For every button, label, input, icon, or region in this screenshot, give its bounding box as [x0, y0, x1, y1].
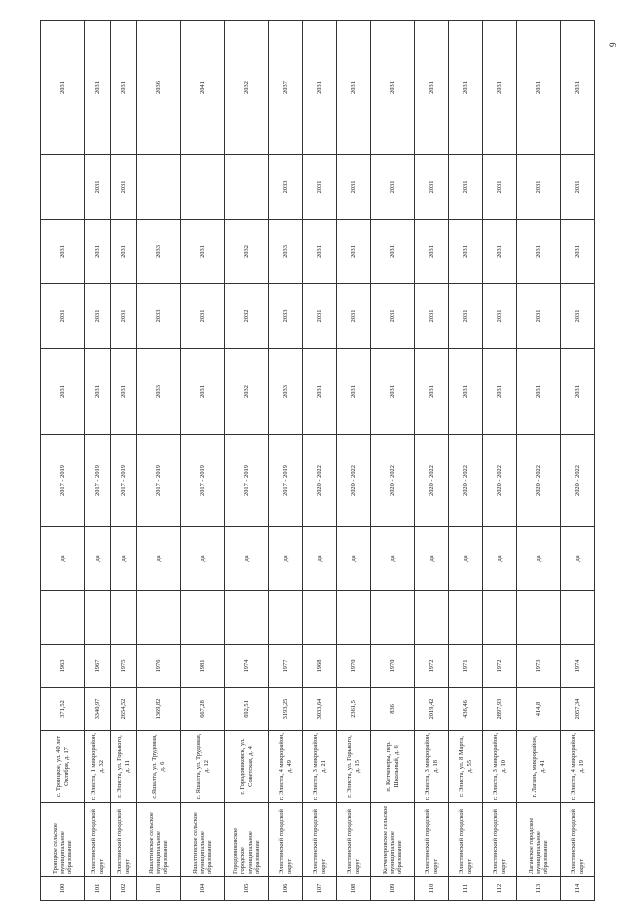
- cell-address: г. Элиста, 1 микрорайон, д. 32: [85, 731, 111, 803]
- cell-year-4: 2031: [111, 155, 137, 220]
- table-row: [111, 21, 137, 901]
- cell-year: 1968: [303, 645, 337, 688]
- cell-area: 692,51: [225, 688, 269, 731]
- table-row: [181, 21, 225, 901]
- cell-period: 2017 - 2019: [85, 435, 111, 527]
- cell-area: 414,8: [517, 688, 561, 731]
- cell-year-2: 2031: [41, 284, 85, 349]
- cell-number: 112: [483, 877, 517, 901]
- cell-year: 1972: [415, 645, 449, 688]
- cell-year-2: 2031: [483, 284, 517, 349]
- cell-flag: да: [225, 527, 269, 591]
- cell-year: 1967: [85, 645, 111, 688]
- cell-empty: [111, 591, 137, 645]
- cell-address: г. Элиста, ул. Горького, д. 15: [337, 731, 371, 803]
- cell-municipality: Элистинский городской округ: [269, 803, 303, 877]
- cell-year-1: 2031: [41, 349, 85, 435]
- cell-area: 2897,93: [483, 688, 517, 731]
- table-row: [303, 21, 337, 901]
- cell-empty: [303, 591, 337, 645]
- cell-year-2: 2032: [225, 284, 269, 349]
- cell-flag: да: [483, 527, 517, 591]
- cell-empty: [517, 591, 561, 645]
- cell-year-1: 2031: [371, 349, 415, 435]
- cell-year-3: 2031: [517, 220, 561, 284]
- cell-flag: да: [371, 527, 415, 591]
- cell-number: 105: [225, 877, 269, 901]
- cell-empty: [337, 591, 371, 645]
- cell-address: г. Элиста, 3 микрорайон, д. 18: [415, 731, 449, 803]
- cell-year-5: 2031: [111, 21, 137, 155]
- cell-address: г. Элиста, 3 микрорайон, д. 10: [483, 731, 517, 803]
- cell-year-5: 2031: [371, 21, 415, 155]
- cell-year-5: 2031: [561, 21, 595, 155]
- cell-number: 103: [137, 877, 181, 901]
- housing-table: [40, 20, 595, 901]
- cell-year-3: 2031: [303, 220, 337, 284]
- cell-period: 2020 - 2022: [415, 435, 449, 527]
- cell-year: 1972: [483, 645, 517, 688]
- cell-year-4: 2031: [483, 155, 517, 220]
- cell-year-4: 2031: [561, 155, 595, 220]
- cell-empty: [225, 591, 269, 645]
- cell-year-5: 2037: [269, 21, 303, 155]
- table-row: [225, 21, 269, 901]
- cell-period: 2017 - 2019: [111, 435, 137, 527]
- cell-year-5: 2032: [225, 21, 269, 155]
- cell-year-2: 2031: [337, 284, 371, 349]
- cell-year: 1977: [269, 645, 303, 688]
- cell-year-5: 2031: [41, 21, 85, 155]
- cell-area: 3033,64: [303, 688, 337, 731]
- cell-year: 1974: [225, 645, 269, 688]
- cell-address: с. Троицкое, ул. 40 лет Октября, д. 17: [41, 731, 85, 803]
- cell-municipality: Яшалтинское сельское муниципальное образование: [137, 803, 181, 877]
- cell-address: с.Яшалта, ул. Трудовая, д. 6: [137, 731, 181, 803]
- cell-number: 102: [111, 877, 137, 901]
- cell-period: 2020 - 2022: [483, 435, 517, 527]
- cell-number: 113: [517, 877, 561, 901]
- cell-number: 109: [371, 877, 415, 901]
- cell-year-1: 2032: [225, 349, 269, 435]
- cell-year-1: 2031: [483, 349, 517, 435]
- cell-number: 106: [269, 877, 303, 901]
- cell-address: г. Элиста, 3 микрорайон, д. 21: [303, 731, 337, 803]
- cell-flag: да: [337, 527, 371, 591]
- cell-year-5: 2031: [303, 21, 337, 155]
- cell-year-3: 2031: [111, 220, 137, 284]
- cell-municipality: Кетченеровское сельское муниципальное образование: [371, 803, 415, 877]
- table-row: [415, 21, 449, 901]
- cell-period: 2020 - 2022: [371, 435, 415, 527]
- cell-area: 2654,52: [111, 688, 137, 731]
- cell-municipality: Элистинский городской округ: [85, 803, 111, 877]
- cell-area: 2057,34: [561, 688, 595, 731]
- cell-period: 2017 - 2019: [181, 435, 225, 527]
- cell-area: 3340,97: [85, 688, 111, 731]
- cell-number: 104: [181, 877, 225, 901]
- cell-year-3: 2031: [181, 220, 225, 284]
- table-row: [561, 21, 595, 901]
- cell-year-5: 2031: [415, 21, 449, 155]
- cell-year-5: 2031: [483, 21, 517, 155]
- cell-empty: [371, 591, 415, 645]
- cell-year-2: 2031: [449, 284, 483, 349]
- cell-flag: да: [181, 527, 225, 591]
- cell-empty: [561, 591, 595, 645]
- cell-empty: [483, 591, 517, 645]
- cell-number: 100: [41, 877, 85, 901]
- cell-year-4: 2031: [449, 155, 483, 220]
- cell-year-1: 2031: [415, 349, 449, 435]
- cell-address: с. Яшалта, ул. Трудовая, д. 12: [181, 731, 225, 803]
- cell-area: 436,46: [449, 688, 483, 731]
- cell-year-1: 2033: [269, 349, 303, 435]
- table-body: [41, 21, 595, 901]
- cell-flag: да: [449, 527, 483, 591]
- cell-year-3: 2032: [225, 220, 269, 284]
- cell-year-3: 2031: [337, 220, 371, 284]
- cell-year-2: 2031: [561, 284, 595, 349]
- cell-municipality: Элистинский городской округ: [415, 803, 449, 877]
- cell-year-4: 2031: [303, 155, 337, 220]
- cell-address: г. Элиста, ул. 8 Марта, д. 55: [449, 731, 483, 803]
- cell-period: 2020 - 2022: [303, 435, 337, 527]
- cell-flag: да: [415, 527, 449, 591]
- cell-year: 1974: [561, 645, 595, 688]
- cell-year-2: 2031: [85, 284, 111, 349]
- cell-number: 114: [561, 877, 595, 901]
- cell-empty: [449, 591, 483, 645]
- cell-year: 1981: [181, 645, 225, 688]
- cell-year-4: [225, 155, 269, 220]
- cell-area: 836: [371, 688, 415, 731]
- cell-year-2: 2031: [415, 284, 449, 349]
- cell-flag: да: [111, 527, 137, 591]
- cell-year-3: 2031: [415, 220, 449, 284]
- cell-year-1: 2031: [85, 349, 111, 435]
- table-row: [41, 21, 85, 901]
- cell-year-3: 2031: [483, 220, 517, 284]
- cell-year-2: 2033: [137, 284, 181, 349]
- cell-year-4: [137, 155, 181, 220]
- cell-year-4: 2031: [517, 155, 561, 220]
- cell-number: 111: [449, 877, 483, 901]
- cell-period: 2020 - 2022: [561, 435, 595, 527]
- cell-year-3: 2033: [137, 220, 181, 284]
- cell-year-5: 2031: [449, 21, 483, 155]
- cell-number: 107: [303, 877, 337, 901]
- cell-flag: да: [85, 527, 111, 591]
- cell-year-1: 2031: [303, 349, 337, 435]
- cell-empty: [41, 591, 85, 645]
- cell-municipality: Троицкое сельское муниципальное образование: [41, 803, 85, 877]
- cell-address: г. Городовиковск, ул. Советская, д. 4: [225, 731, 269, 803]
- cell-area: 1369,82: [137, 688, 181, 731]
- cell-year-1: 2031: [181, 349, 225, 435]
- cell-number: 108: [337, 877, 371, 901]
- cell-year-4: 2031: [415, 155, 449, 220]
- cell-year-2: 2031: [517, 284, 561, 349]
- table-row: [137, 21, 181, 901]
- cell-address: г. Лагань, микрорайон, д. 41: [517, 731, 561, 803]
- cell-number: 101: [85, 877, 111, 901]
- cell-empty: [137, 591, 181, 645]
- cell-address: п. Кетченеры, пер. Школьный, д. 6: [371, 731, 415, 803]
- cell-year-4: 2033: [269, 155, 303, 220]
- cell-year-4: [181, 155, 225, 220]
- cell-flag: да: [137, 527, 181, 591]
- cell-year-1: 2031: [449, 349, 483, 435]
- cell-flag: да: [517, 527, 561, 591]
- cell-address: г. Элиста, ул. Горького, д. 11: [111, 731, 137, 803]
- cell-year: 1975: [111, 645, 137, 688]
- cell-year-1: 2033: [137, 349, 181, 435]
- cell-number: 110: [415, 877, 449, 901]
- cell-year-5: 2031: [517, 21, 561, 155]
- cell-period: 2017 - 2019: [225, 435, 269, 527]
- cell-year-1: 2031: [561, 349, 595, 435]
- cell-municipality: Яшалтинское сельское муниципальное образование: [181, 803, 225, 877]
- cell-year: 1970: [337, 645, 371, 688]
- table-row: [371, 21, 415, 901]
- cell-year-2: 2033: [269, 284, 303, 349]
- cell-year-4: 2031: [371, 155, 415, 220]
- cell-year-3: 2031: [561, 220, 595, 284]
- cell-year-3: 2031: [41, 220, 85, 284]
- table-row: [449, 21, 483, 901]
- cell-municipality: Элистинский городской округ: [303, 803, 337, 877]
- cell-municipality: Элистинский городской округ: [337, 803, 371, 877]
- cell-year-2: 2031: [303, 284, 337, 349]
- page-number: 9: [608, 42, 618, 47]
- cell-year: 1976: [137, 645, 181, 688]
- cell-address: г. Элиста, 4 микрорайон, д. 49: [269, 731, 303, 803]
- cell-municipality: Элистинский городской округ: [561, 803, 595, 877]
- cell-municipality: Элистинский городской округ: [449, 803, 483, 877]
- cell-empty: [181, 591, 225, 645]
- cell-area: 371,52: [41, 688, 85, 731]
- cell-period: 2020 - 2022: [337, 435, 371, 527]
- cell-empty: [269, 591, 303, 645]
- cell-municipality: Городовиковское городское муниципальное образование: [225, 803, 269, 877]
- cell-year-2: 2031: [371, 284, 415, 349]
- cell-period: 2020 - 2022: [449, 435, 483, 527]
- cell-empty: [415, 591, 449, 645]
- cell-year-5: 2031: [85, 21, 111, 155]
- cell-area: 2361,5: [337, 688, 371, 731]
- cell-year-4: 2031: [337, 155, 371, 220]
- cell-municipality: Элистинский городской округ: [111, 803, 137, 877]
- cell-municipality: Лаганское городское муниципальное образование: [517, 803, 561, 877]
- table-row: [483, 21, 517, 901]
- table-row: [517, 21, 561, 901]
- cell-year-3: 2031: [371, 220, 415, 284]
- cell-flag: да: [269, 527, 303, 591]
- cell-year-4: 2031: [85, 155, 111, 220]
- cell-year-5: 2041: [181, 21, 225, 155]
- cell-flag: да: [561, 527, 595, 591]
- table-row: [337, 21, 371, 901]
- cell-year: 1970: [371, 645, 415, 688]
- table-row: [269, 21, 303, 901]
- cell-period: 2020 - 2022: [517, 435, 561, 527]
- cell-year-2: 2031: [111, 284, 137, 349]
- cell-year-1: 2031: [337, 349, 371, 435]
- cell-period: 2017 - 2019: [269, 435, 303, 527]
- cell-year-4: [41, 155, 85, 220]
- table-row: [85, 21, 111, 901]
- cell-year-3: 2033: [269, 220, 303, 284]
- cell-municipality: Элистинский городской округ: [483, 803, 517, 877]
- cell-address: г. Элиста, 4 микрорайон, д. 19: [561, 731, 595, 803]
- cell-year: 1973: [517, 645, 561, 688]
- cell-area: 3193,25: [269, 688, 303, 731]
- cell-year-5: 2031: [337, 21, 371, 155]
- cell-year-5: 2036: [137, 21, 181, 155]
- cell-year-2: 2031: [181, 284, 225, 349]
- cell-year: 1963: [41, 645, 85, 688]
- cell-year: 1971: [449, 645, 483, 688]
- cell-year-1: 2031: [517, 349, 561, 435]
- cell-flag: да: [303, 527, 337, 591]
- cell-period: 2017 - 2019: [137, 435, 181, 527]
- cell-year-1: 2031: [111, 349, 137, 435]
- cell-year-3: 2031: [449, 220, 483, 284]
- cell-year-3: 2031: [85, 220, 111, 284]
- cell-flag: да: [41, 527, 85, 591]
- cell-empty: [85, 591, 111, 645]
- cell-area: 2019,42: [415, 688, 449, 731]
- cell-area: 667,28: [181, 688, 225, 731]
- cell-period: 2017 - 2019: [41, 435, 85, 527]
